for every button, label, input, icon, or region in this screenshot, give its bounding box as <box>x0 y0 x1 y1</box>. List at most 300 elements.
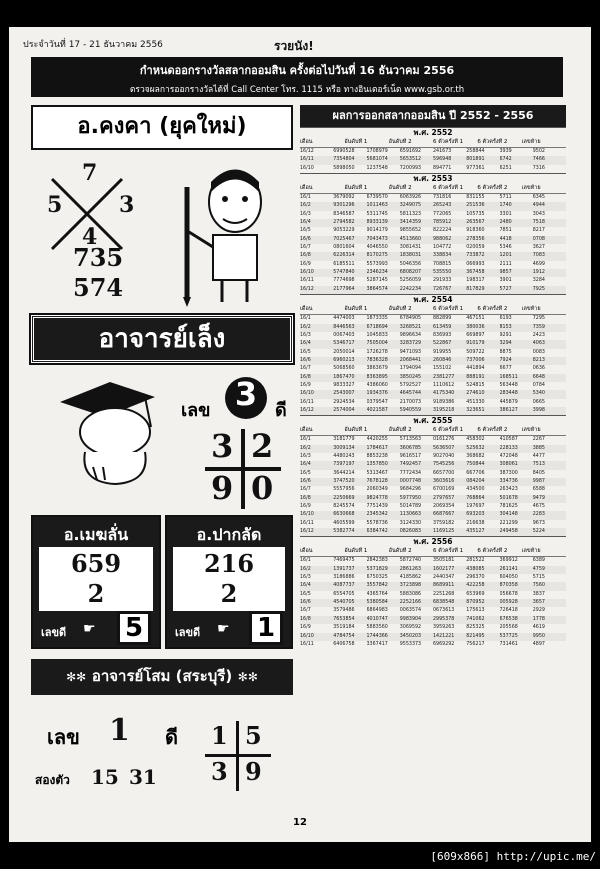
table-row <box>300 407 566 415</box>
table-cell: 1357850 <box>366 462 388 468</box>
table-cell: 3998 <box>532 407 545 413</box>
table-cell: 4944 <box>532 203 545 209</box>
table-cell: 410587 <box>499 437 518 443</box>
table-cell: 1778 <box>532 616 545 622</box>
year-heading: พ.ศ. 2552 <box>300 127 566 138</box>
table-cell: 8853238 <box>366 453 388 459</box>
table-cell: 3603616 <box>433 479 455 484</box>
table-cell: 3579486 <box>333 608 355 614</box>
table-cell: 16/12 <box>300 149 314 154</box>
table-cell: 3606785 <box>399 445 422 451</box>
som-title-box <box>31 659 293 695</box>
paklad-inner <box>173 547 285 611</box>
table-cell: 467151 <box>466 316 485 322</box>
table-cell: 16/10 <box>300 512 314 518</box>
table-header-cell: 6 ตัวครั้งที่ 2 <box>477 548 508 555</box>
leng-title-box <box>31 315 293 363</box>
table-cell: 334736 <box>499 479 518 484</box>
table-cell: 3657 <box>532 600 545 606</box>
table-row <box>300 286 566 294</box>
table-header-cell: อันดับที่ 1 <box>344 185 368 192</box>
table-cell: 16/7 <box>300 245 311 251</box>
table-row <box>300 148 566 156</box>
som-grid-tr: 5 <box>245 721 262 750</box>
table-cell: 422258 <box>466 583 485 589</box>
table-cell: 168511 <box>499 374 518 380</box>
table-cell: 16/4 <box>300 341 311 347</box>
table-cell: 2346234 <box>366 270 388 276</box>
table-cell: 274610 <box>466 391 485 397</box>
table-cell: 2543007 <box>333 391 355 397</box>
table-row <box>300 277 566 285</box>
table-cell: 5578736 <box>366 520 388 526</box>
leng-grid-bl: 9 <box>211 469 234 507</box>
table-cell: 7678128 <box>366 479 388 484</box>
table-cell: 2924534 <box>333 399 355 405</box>
table-row <box>300 357 566 365</box>
table-row <box>300 503 566 511</box>
table-header-cell: 6 ตัวครั้งที่ 2 <box>477 427 508 434</box>
table-cell: 1602177 <box>433 566 455 572</box>
table-cell: 1391737 <box>333 566 355 572</box>
table-cell: 3627 <box>532 245 545 251</box>
table-cell: 3124330 <box>399 520 422 526</box>
cross-top: 7 <box>82 160 98 186</box>
table-cell: 3283729 <box>399 341 422 347</box>
table-cell: 5636507 <box>433 445 455 451</box>
table-cell: 7354804 <box>333 157 355 163</box>
table-cell: 16/3 <box>300 332 311 338</box>
table-cell: 445879 <box>499 399 518 405</box>
table-cell: 261141 <box>499 566 518 572</box>
table-row <box>300 486 566 494</box>
table-header-cell: 6 ตัวครั้งที่ 1 <box>432 139 464 145</box>
table-header-cell: อันดับที่ 1 <box>344 139 368 145</box>
table-row <box>300 165 566 173</box>
table-cell: 7466 <box>532 157 545 163</box>
table-cell: 9616517 <box>399 453 422 459</box>
table-cell: 2861263 <box>399 566 422 572</box>
table-cell: 1726278 <box>366 349 388 355</box>
table-cell: 3747520 <box>333 479 355 484</box>
table-header-cell: อันดับที่ 2 <box>388 185 412 192</box>
table-header-cell: เลขท้าย <box>521 427 541 434</box>
table-header-row <box>300 184 566 194</box>
table-cell: 1912 <box>532 270 545 276</box>
table-cell: 6193 <box>499 316 512 322</box>
table-cell: 16/6 <box>300 600 311 606</box>
table-cell: 6384742 <box>366 529 388 535</box>
table-cell: 870952 <box>466 600 485 606</box>
table-cell: 16/9 <box>300 625 311 631</box>
table-cell: 221299 <box>499 520 518 526</box>
table-cell: 296370 <box>466 575 485 581</box>
table-cell: 7492457 <box>399 462 422 468</box>
table-cell: 919955 <box>433 349 452 355</box>
table-cell: 8363895 <box>366 374 388 380</box>
cross-right: 3 <box>119 192 135 218</box>
table-row <box>300 445 566 453</box>
year-rows <box>300 557 566 649</box>
image-credit: [609x866] http://upic.me/ <box>430 850 596 863</box>
table-row <box>300 582 566 590</box>
table-cell: 5256059 <box>399 278 422 284</box>
som-lek-label: เลข <box>47 725 80 749</box>
table-cell: 7359 <box>532 324 545 330</box>
table-cell: 7518 <box>532 220 545 226</box>
table-row <box>300 557 566 565</box>
star-icon: ✻✻ <box>66 670 87 684</box>
table-cell: 3885 <box>532 445 545 451</box>
table-cell: 16/2 <box>300 445 311 451</box>
year-rows <box>300 436 566 536</box>
som-song-tua-label: สองตัว <box>35 773 70 787</box>
table-cell: 6969292 <box>433 641 455 647</box>
table-cell: 16/8 <box>300 616 311 622</box>
table-cell: 781625 <box>499 504 518 510</box>
table-cell: 525632 <box>466 445 485 451</box>
table-row <box>300 520 566 528</box>
memalan-num-2: 2 <box>87 579 105 608</box>
table-cell: 5747840 <box>333 270 355 276</box>
scholar-dog-illustration <box>55 372 165 487</box>
table-cell: 16/8 <box>300 374 311 380</box>
table-cell: 9857 <box>499 270 512 276</box>
table-cell: 726767 <box>433 286 452 292</box>
table-cell: 537725 <box>499 633 518 639</box>
table-row <box>300 349 566 357</box>
table-cell: 084204 <box>466 479 485 484</box>
table-header-cell: เดือน <box>300 427 313 434</box>
brand-logo: รวยนัง! <box>274 39 314 53</box>
table-cell: 3294 <box>499 341 512 347</box>
table-cell: 0826083 <box>399 529 422 535</box>
table-cell: 2177964 <box>333 286 355 292</box>
table-row <box>300 261 566 269</box>
table-cell: 3644214 <box>333 470 355 476</box>
table-cell: 3901 <box>499 278 512 284</box>
table-cell: 653969 <box>466 591 485 597</box>
page-number: 12 <box>293 817 307 828</box>
table-cell: 066993 <box>466 261 485 267</box>
table-row <box>300 244 566 252</box>
leng-dee: ดี <box>275 400 287 421</box>
table-cell: 16/3 <box>300 453 311 459</box>
table-cell: 1744366 <box>366 633 388 639</box>
khongkha-num-1: 735 <box>73 243 124 272</box>
table-cell: 16/11 <box>300 278 314 284</box>
table-cell: 836993 <box>433 332 452 338</box>
table-cell: 16/6 <box>300 236 311 242</box>
table-cell: 6808207 <box>399 270 422 276</box>
table-cell: 3009134 <box>333 445 355 451</box>
table-cell: 16/11 <box>300 399 314 405</box>
table-cell: 16/5 <box>300 591 311 597</box>
table-cell: 3414359 <box>399 220 422 226</box>
table-cell: 0673613 <box>433 608 455 614</box>
cross-bottom: 4 <box>82 224 98 250</box>
table-cell: 9014179 <box>366 228 388 234</box>
table-cell: 6718694 <box>366 324 388 330</box>
table-row <box>300 495 566 503</box>
table-cell: 5711 <box>499 195 512 201</box>
khongkha-num-2: 574 <box>73 273 124 302</box>
table-cell: 438085 <box>466 566 485 572</box>
table-row <box>300 156 566 164</box>
star-icon: ✻✻ <box>237 670 258 684</box>
som-lek-value: 1 <box>109 713 130 748</box>
table-cell: 731461 <box>499 641 518 647</box>
table-row <box>300 599 566 607</box>
som-song-tua-1: 15 <box>91 765 119 789</box>
table-header-cell: 6 ตัวครั้งที่ 2 <box>477 139 508 145</box>
table-cell: 308061 <box>499 462 518 468</box>
table-cell: 2060349 <box>366 487 388 493</box>
leng-lek-label: เลข <box>181 400 211 421</box>
results-table-body <box>300 127 566 649</box>
table-cell: 3367417 <box>366 641 388 647</box>
table-cell: 822224 <box>433 228 452 234</box>
table-cell: 4675 <box>532 504 545 510</box>
table-cell: 1421221 <box>433 633 455 639</box>
table-header-cell: เลขท้าย <box>521 306 541 313</box>
table-cell: 5068560 <box>333 366 355 372</box>
table-cell: 3069592 <box>399 625 422 631</box>
table-cell: 0379547 <box>366 399 388 405</box>
table-cell: 451330 <box>466 399 485 405</box>
table-cell: 3181779 <box>333 437 355 443</box>
table-cell: 737006 <box>466 357 485 363</box>
table-cell: 16/6 <box>300 357 311 363</box>
table-cell: 9291 <box>499 332 512 338</box>
khongkha-title-box <box>31 105 293 150</box>
table-cell: 3864574 <box>366 286 388 292</box>
table-cell: 0665 <box>532 399 545 405</box>
table-cell: 977361 <box>466 165 485 171</box>
table-cell: 16/5 <box>300 470 311 476</box>
table-header-cell: เดือน <box>300 139 313 145</box>
table-cell: 2480 <box>499 220 512 226</box>
table-cell: 1110612 <box>433 382 455 388</box>
table-cell: 3959263 <box>433 625 455 631</box>
table-cell: 7851 <box>499 228 512 234</box>
table-cell: 2069354 <box>433 504 455 510</box>
table-cell: 1934376 <box>366 391 388 397</box>
table-cell: 198317 <box>466 278 485 284</box>
table-cell: 8153 <box>499 324 512 330</box>
table-header-cell: อันดับที่ 2 <box>388 139 412 145</box>
table-cell: 6588 <box>532 487 545 493</box>
table-row <box>300 227 566 235</box>
table-cell: 5977950 <box>399 495 422 501</box>
table-cell: 4021587 <box>366 407 388 413</box>
table-cell: 5883560 <box>366 625 388 631</box>
table-cell: 9833327 <box>333 382 355 388</box>
paklad-title: อ.ปากลัด <box>196 525 262 544</box>
table-cell: 5940559 <box>399 407 422 413</box>
table-row <box>300 252 566 260</box>
table-header-cell: เลขท้าย <box>521 548 541 555</box>
table-header-cell: อันดับที่ 1 <box>344 548 368 555</box>
table-cell: 16/10 <box>300 633 314 639</box>
table-row <box>300 616 566 624</box>
table-cell: 2242234 <box>399 286 422 292</box>
leng-grid-br: 0 <box>251 469 274 507</box>
table-cell: 2440347 <box>433 575 455 581</box>
table-cell: 6864983 <box>366 608 388 614</box>
newspaper-page <box>9 27 591 842</box>
table-row <box>300 324 566 332</box>
table-cell: 3043 <box>532 211 545 217</box>
table-cell: 9987 <box>532 479 545 484</box>
som-song-tua-2: 31 <box>129 765 157 789</box>
year-heading: พ.ศ. 2554 <box>300 294 566 305</box>
table-cell: 9027040 <box>433 453 455 459</box>
table-cell: 5287145 <box>366 278 388 284</box>
table-cell: 3557842 <box>366 583 388 589</box>
table-cell: 2111 <box>499 261 512 267</box>
table-cell: 2050014 <box>333 349 355 355</box>
table-cell: 16/10 <box>300 270 314 276</box>
table-row <box>300 219 566 227</box>
table-cell: 5573993 <box>366 261 388 267</box>
table-cell: 5872740 <box>399 558 422 564</box>
table-cell: 16/5 <box>300 349 311 355</box>
table-cell: 756217 <box>466 641 485 647</box>
year-heading: พ.ศ. 2556 <box>300 536 566 547</box>
table-cell: 6389 <box>532 558 545 564</box>
table-cell: 821495 <box>466 633 485 639</box>
table-cell: 563448 <box>499 382 518 388</box>
table-cell: 16/11 <box>300 157 314 163</box>
table-header-cell: เดือน <box>300 306 313 313</box>
table-cell: 524815 <box>466 382 485 388</box>
table-cell: 9553373 <box>399 641 422 647</box>
table-cell: 241673 <box>433 149 452 154</box>
table-cell: 9855652 <box>399 228 422 234</box>
table-cell: 3863679 <box>366 366 388 372</box>
table-row <box>300 624 566 632</box>
table-cell: 667706 <box>466 470 485 476</box>
table-cell: 8875 <box>499 349 512 355</box>
year-rows <box>300 148 566 173</box>
table-cell: 5224 <box>532 529 545 535</box>
table-cell: 4386060 <box>366 382 388 388</box>
table-cell: 9896634 <box>399 332 422 338</box>
table-row <box>300 269 566 277</box>
table-cell: 7397197 <box>333 462 355 468</box>
leng-grid-tl: 3 <box>211 427 234 465</box>
table-cell: 2170073 <box>399 399 422 405</box>
table-cell: 16/1 <box>300 195 311 201</box>
table-header-cell: 6 ตัวครั้งที่ 1 <box>432 306 464 313</box>
table-cell: 16/10 <box>300 391 314 397</box>
table-cell: 472048 <box>499 453 518 459</box>
table-cell: 16/11 <box>300 520 314 526</box>
table-header-cell: 6 ตัวครั้งที่ 1 <box>432 427 464 434</box>
table-cell: 988062 <box>433 236 452 242</box>
table-cell: 16/7 <box>300 487 311 493</box>
table-cell: 831155 <box>466 195 485 201</box>
table-cell: 3723898 <box>399 583 422 589</box>
table-cell: 6677 <box>499 366 512 372</box>
paklad-num-1: 216 <box>203 549 255 578</box>
table-cell: 8446563 <box>333 324 355 330</box>
table-cell: 726418 <box>499 608 518 614</box>
table-cell: 509722 <box>466 349 485 355</box>
table-cell: 435127 <box>466 529 485 535</box>
table-cell: 1784617 <box>366 445 388 451</box>
table-cell: 4540705 <box>333 600 355 606</box>
table-cell: 7513 <box>532 462 545 468</box>
table-cell: 6251 <box>499 165 512 171</box>
table-row <box>300 528 566 536</box>
memalan-inner <box>39 547 153 611</box>
table-cell: 6591692 <box>399 149 422 154</box>
table-cell: 2797657 <box>433 495 455 501</box>
table-cell: 4619 <box>532 625 545 631</box>
table-cell: 9479 <box>532 495 545 501</box>
table-cell: 7469475 <box>333 558 355 564</box>
memalan-box: 5 <box>117 611 151 645</box>
table-cell: 5883086 <box>399 591 422 597</box>
table-cell: 7924 <box>499 357 512 363</box>
table-cell: 283448 <box>499 391 518 397</box>
table-cell: 3837 <box>532 591 545 597</box>
som-title: อาจารย์โสม (สระบุรี) <box>91 667 233 685</box>
table-cell: 16/4 <box>300 220 311 226</box>
table-cell: 281522 <box>466 558 485 564</box>
table-cell: 0784 <box>532 382 545 388</box>
table-header-cell: เดือน <box>300 548 313 555</box>
table-cell: 9824778 <box>366 495 388 501</box>
table-cell: 3301 <box>499 211 512 217</box>
table-cell: 4474003 <box>333 316 355 322</box>
table-cell: 8405 <box>532 470 545 476</box>
table-cell: 910179 <box>466 341 485 347</box>
table-cell: 0083 <box>532 349 545 355</box>
table-header-row <box>300 305 566 315</box>
table-cell: 2068441 <box>399 357 422 363</box>
table-cell: 0636 <box>532 366 545 372</box>
paklad-box: 1 <box>249 611 283 645</box>
table-cell: 5346 <box>499 245 512 251</box>
table-cell: 5371829 <box>366 566 388 572</box>
table-header-cell: อันดับที่ 2 <box>388 548 412 555</box>
table-cell: 380036 <box>466 324 485 330</box>
table-cell: 1237548 <box>366 165 388 171</box>
table-cell: 175613 <box>466 608 485 614</box>
table-cell: 522867 <box>433 341 452 347</box>
table-row <box>300 399 566 407</box>
table-cell: 323651 <box>466 407 485 413</box>
table-cell: 3284 <box>532 278 545 284</box>
table-cell: 7505004 <box>366 341 388 347</box>
table-cell: 5340 <box>532 391 545 397</box>
table-cell: 1045833 <box>366 332 388 338</box>
table-cell: 7083 <box>532 253 545 259</box>
memalan-num-1: 659 <box>70 549 122 578</box>
table-row <box>300 211 566 219</box>
table-cell: 16/2 <box>300 203 311 209</box>
table-cell: 6657700 <box>433 470 455 476</box>
table-header-cell: 6 ตัวครั้งที่ 2 <box>477 306 508 313</box>
table-cell: 2283 <box>532 512 545 518</box>
table-cell: 6185511 <box>333 261 355 267</box>
table-cell: 535550 <box>433 270 452 276</box>
table-cell: 386127 <box>499 407 518 413</box>
table-cell: 2574004 <box>333 407 355 413</box>
